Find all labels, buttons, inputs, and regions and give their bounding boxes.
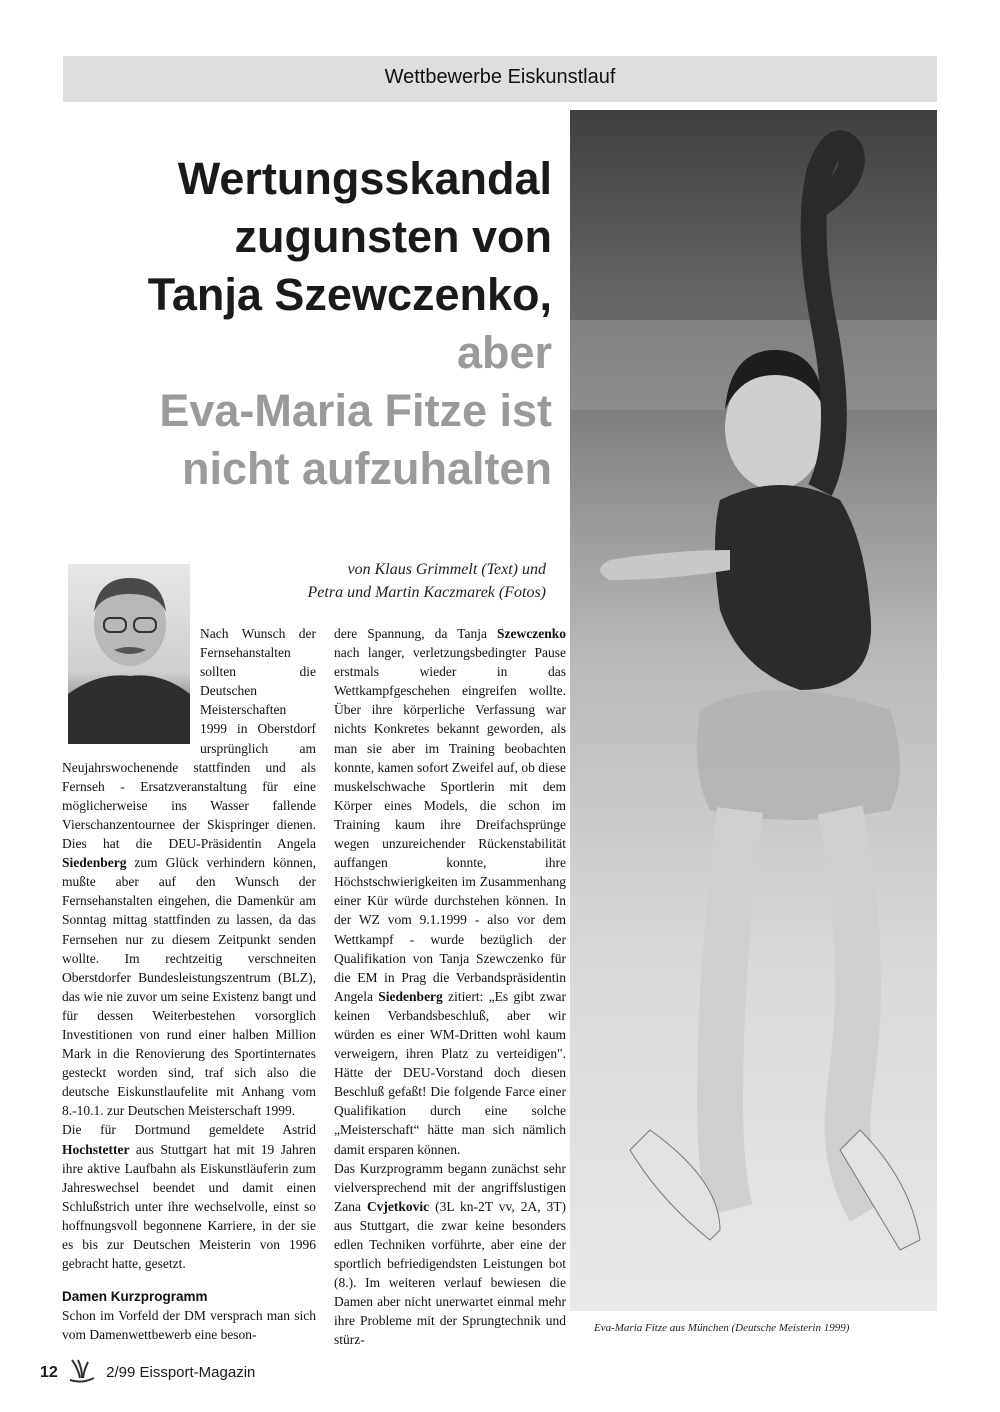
page-number: 12 [40, 1363, 58, 1381]
section-header-bar [63, 56, 937, 102]
headline-line-6: nicht aufzuhalten [182, 443, 552, 494]
section-title: Wettbewerbe Eiskunstlauf [384, 66, 616, 88]
photo-caption: Eva-Maria Fitze aus München (Deutsche Meisterin 1999) [594, 1322, 850, 1334]
headline-line-4: aber [456, 327, 552, 378]
issue-label: 2/99 Eissport-Magazin [106, 1363, 256, 1381]
portrait-wrap-spacer [62, 624, 200, 754]
paragraph: Schon im Vorfeld der DM versprach man sich vom Damenwettbewerb eine beson- [62, 1308, 316, 1343]
paragraph: Nach Wunsch der Fernsehanstalten sollten die Deutschen Meisterschaften 1999 in Oberstdorf ursprünglich am Neujahrswochenende stattfinden und als Fernseh - Ersatzveranstaltung für eine möglicherweise ins Wasser fallende Vierschanzentournee der Skispringer dienen. Dies hat die DEU-Präsidentin Angela Siedenberg zum Glück verhindern können, mußte aber auf den Wunsch der Fernsehanstalten eingehen, die Damenkür am Sonntag mittag stattfinden zu lassen, da das Fernsehen nur zu diesem Zeitpunkt senden wollte. Im rechtzeitig verschneiten Oberstdorfer Bundesleistungszentrum (BLZ), das wie nie zuvor um seine Existenz bangt und für dessen Weiterbestehen vorsorglich Investitionen von rund einer halben Million Mark in die Renovierung des Sportinternates gesteckt worden sind, traf sich also die deutsche Eiskunstlaufelite mit Anhang vom 8.-10.1. zur Deutschen Meisterschaft 1999. [62, 626, 316, 1119]
byline-line-1: von Klaus Grimmelt (Text) und [347, 561, 546, 578]
headline-line-1: Wertungsskandal [177, 153, 552, 204]
article-headline [60, 150, 552, 498]
page-footer [40, 1358, 255, 1388]
paragraph: Die für Dortmund gemeldete Astrid Hochstetter aus Stuttgart hat mit 19 Jahren ihre aktive Laufbahn als Eiskunstläuferin zum Jahreswechsel beendet und damit einen Schlußstrich unter ihre wechselvolle, einst so hoffnungsvoll begonnene Karriere, in der sie es bis zur Deutschen Meisterin von 1996 gebracht hatte, gesetzt. [62, 1122, 316, 1272]
byline [230, 558, 546, 604]
headline-line-5: Eva-Maria Fitze ist [159, 385, 552, 436]
article-column-1 [62, 624, 316, 1344]
headline-line-2: zugunsten von [234, 211, 552, 262]
magazine-logo-icon [68, 1358, 96, 1388]
skater-photo [570, 110, 937, 1311]
paragraph: Das Kurzprogramm begann zunächst sehr vielversprechend mit der angriffslustigen Zana Cvjetkovic (3L kn-2T vv, 2A, 3T) aus Stuttgart, die zwar keine besonders edlen Techniken vorführte, aber eine der sportlich befriedigendsten Leistungen bot (8.). Im weiteren verlauf bewiesen die Damen aber nicht unerwartet einmal mehr ihre Probleme mit der Sprungtechnik und stürz- [334, 1160, 567, 1348]
article-column-2 [334, 624, 566, 1350]
headline-line-3: Tanja Szewczenko, [147, 269, 552, 320]
paragraph: dere Spannung, da Tanja Szewczenko nach langer, verletzungsbedingter Pause erstmals wieder in das Wettkampfgeschehen eingreifen wollte. Über ihre körperliche Verfassung war nichts Konkretes bekannt geworden, als man sie aber im Training beobachten konnte, kamen sofort Zweifel auf, ob diese muskelschwache Sportlerin mit dem Körper eines Models, die schon im Training kaum ihre Dreifachsprünge wegen unzureichender Rückenstabilität auffangen konnte, ihre Höchstschwierigkeiten im Zusammenhang einer Kür würde durchstehen können. In der WZ vom 9.1.1999 - also vor dem Wettkampf - wurde bezüglich der Qualifikation von Tanja Szewczenko für die EM in Prag die Verbandspräsidentin Angela Siedenberg zitiert: „Es gibt zwar keinen Verbandsbeschluß, aber wir würden es einer WM-Dritten wohl kaum verweigern, ihren Platz zu verteidigen". Hätte der DEU-Vorstand doch diesen Beschluß gefaßt! Die folgende Farce einer Qualifikation durch eine solche „Meisterschaft“ hätte man sich nämlich damit ersparen können. [334, 626, 566, 1157]
byline-line-2: Petra und Martin Kaczmarek (Fotos) [307, 584, 546, 601]
subheading: Damen Kurzprogramm [62, 1289, 208, 1305]
